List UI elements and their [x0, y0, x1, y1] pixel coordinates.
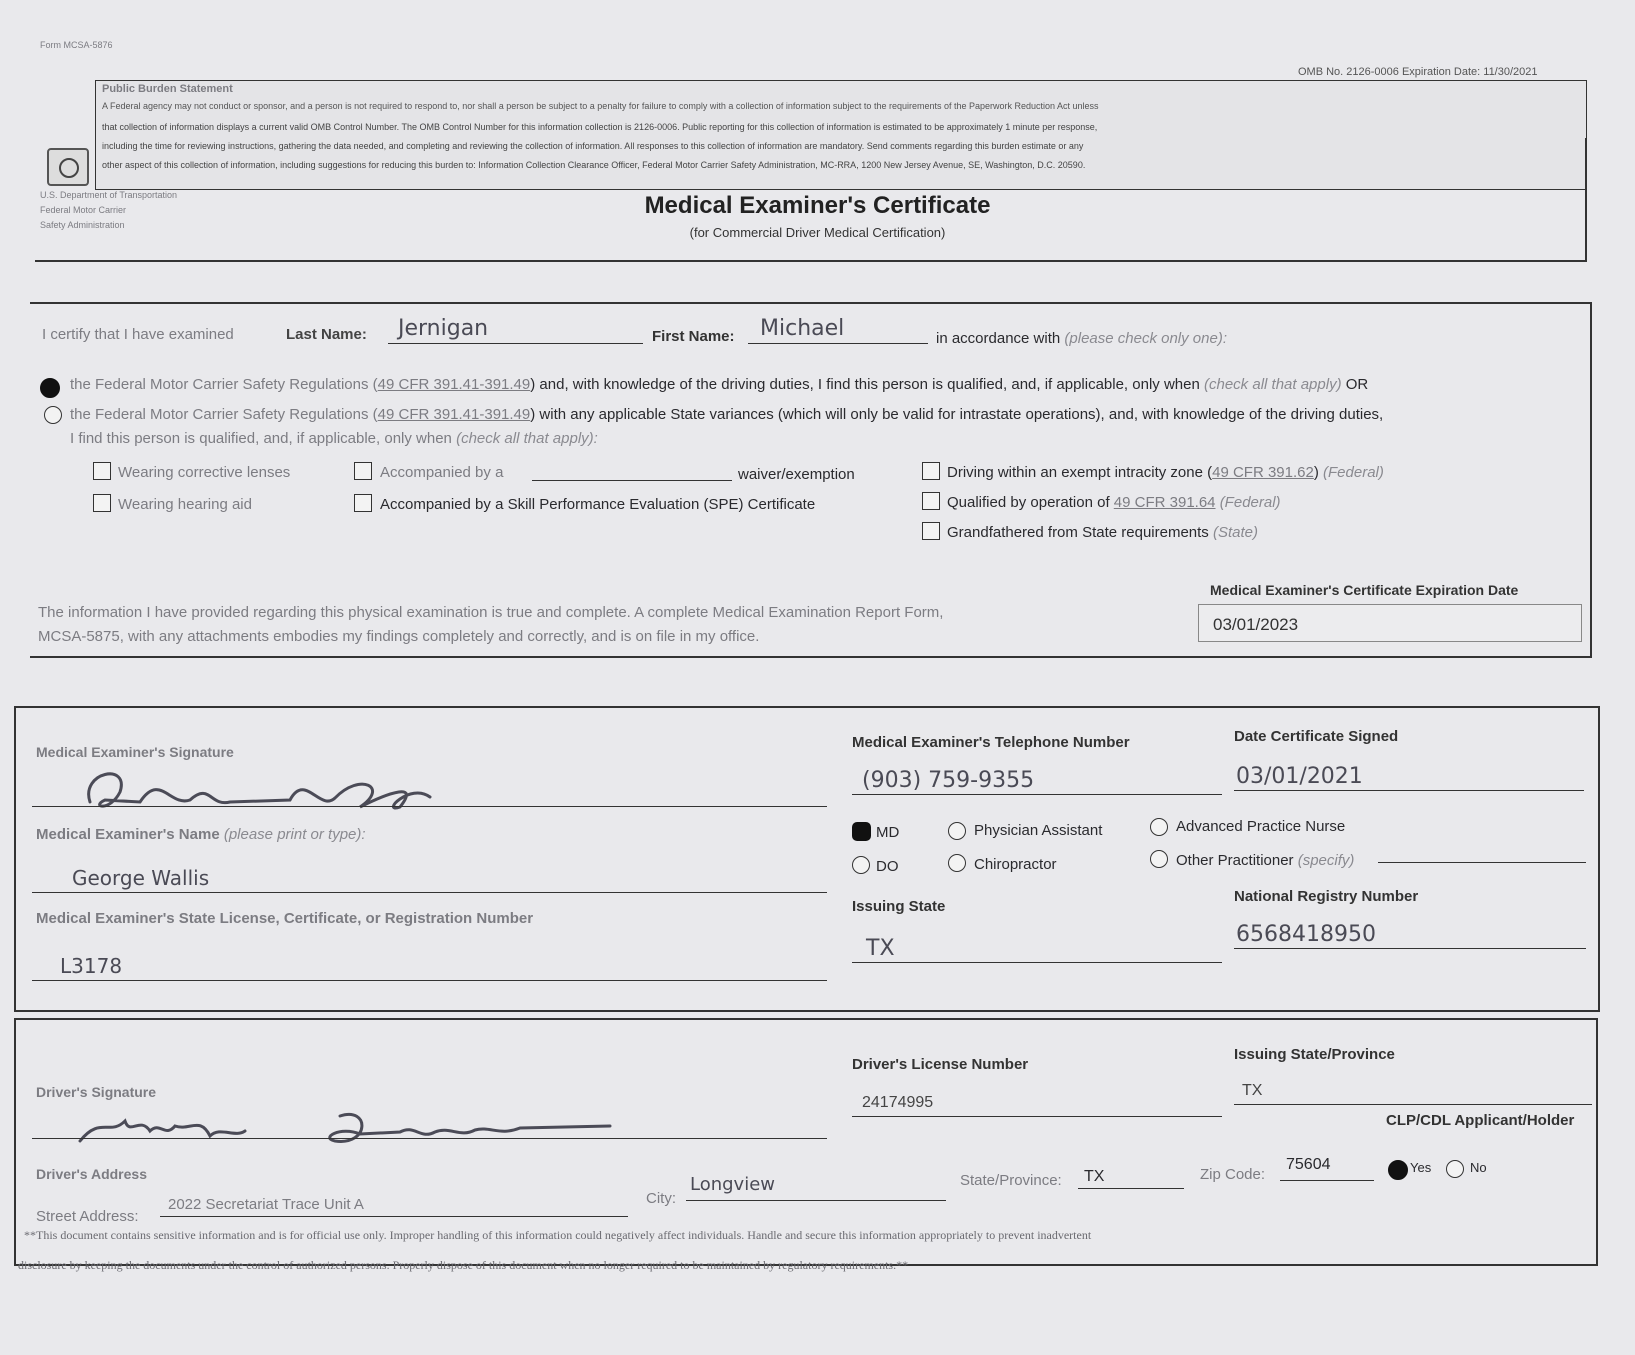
other-practitioner-text: Other Practitioner	[1176, 852, 1294, 869]
driver-license-value[interactable]: 24174995	[862, 1094, 934, 1111]
issuing-state-underline	[852, 962, 1222, 963]
date-signed-underline	[1234, 790, 1584, 791]
accompanied-waiver-checkbox[interactable]	[354, 462, 372, 480]
registry-label: National Registry Number	[1234, 888, 1419, 905]
option-state-text-line2	[70, 430, 598, 447]
driver-license-underline	[852, 1116, 1222, 1117]
accordance-hint: (please check only one):	[1064, 330, 1227, 347]
operation-cfr: 49 CFR 391.64	[1113, 494, 1216, 511]
other-practitioner-radio[interactable]	[1150, 850, 1168, 868]
burden-line: that collection of information displays a current valid OMB Control Number. The OMB Control Number for this information collection is 2126-0006. Public reporting for this collection of information is estimated to be approximately 1 minute per response,	[102, 122, 1098, 132]
grandfathered-checkbox[interactable]	[922, 522, 940, 540]
option1-post: ) and, with knowledge of the driving duties, I find this person is qualified, and, if applicable, only when	[530, 376, 1200, 393]
burden-line: including the time for reviewing instructions, gathering the data needed, and completing and reviewing the collection of information. All responses to this collection of information are mandatory. Send comments regarding this burden estimate or any	[102, 141, 1084, 151]
waiver-underline[interactable]	[532, 480, 732, 481]
hearing-aid-label: Wearing hearing aid	[118, 496, 252, 513]
issuing-state-value[interactable]: TX	[866, 936, 895, 961]
option1-hint: (check all that apply)	[1204, 376, 1342, 393]
examiner-phone-value[interactable]: (903) 759-9355	[862, 768, 1035, 793]
examiner-name-underline	[32, 892, 827, 893]
agency-line: Federal Motor Carrier	[40, 205, 127, 215]
agency-line: Safety Administration	[40, 220, 125, 230]
clp-no-label: No	[1470, 1160, 1487, 1175]
intracity-hint: (Federal)	[1323, 464, 1384, 481]
city-label: City:	[646, 1190, 676, 1207]
clp-yes-label: Yes	[1410, 1160, 1432, 1175]
driver-state-label: Issuing State/Province	[1234, 1046, 1395, 1063]
physician-assistant-radio[interactable]	[948, 822, 966, 840]
intracity-zone-checkbox[interactable]	[922, 462, 940, 480]
city-value[interactable]: Longview	[690, 1174, 776, 1195]
driver-signature-line	[32, 1138, 827, 1139]
street-value[interactable]: 2022 Secretariat Trace Unit A	[168, 1196, 364, 1213]
state-prov-underline	[1078, 1188, 1184, 1189]
expiration-label: Medical Examiner's Certificate Expiration Date	[1210, 582, 1519, 598]
driver-license-label: Driver's License Number	[852, 1056, 1029, 1073]
driver-address-label: Driver's Address	[36, 1166, 147, 1182]
option-federal-text	[70, 376, 1368, 393]
do-label: DO	[876, 858, 899, 875]
regulations-state-radio[interactable]	[44, 406, 62, 424]
state-prov-value[interactable]: TX	[1084, 1168, 1105, 1185]
phone-underline	[852, 794, 1222, 795]
state-prov-label: State/Province:	[960, 1172, 1062, 1189]
grandfathered-text: Grandfathered from State requirements	[947, 524, 1209, 541]
option1-cfr: 49 CFR 391.41-391.49	[377, 376, 531, 393]
driver-signature[interactable]	[70, 1096, 630, 1156]
zip-underline	[1280, 1180, 1374, 1181]
regulations-federal-radio[interactable]	[40, 378, 60, 398]
first-name-underline	[748, 343, 928, 344]
registry-value[interactable]: 6568418950	[1236, 922, 1376, 947]
examiner-name-hint: (please print or type):	[223, 826, 366, 843]
clp-no-radio[interactable]	[1446, 1160, 1464, 1178]
corrective-lenses-label: Wearing corrective lenses	[118, 464, 291, 481]
accompanied-label: Accompanied by a	[380, 464, 504, 481]
examiner-name-value[interactable]: George Wallis	[72, 866, 210, 890]
last-name-underline	[388, 343, 643, 344]
expiration-date-value: 03/01/2023	[1213, 615, 1299, 634]
expiration-date-field[interactable]	[1198, 604, 1582, 642]
driver-state-underline	[1234, 1104, 1592, 1105]
omb-number: OMB No. 2126-0006 Expiration Date: 11/30/2021	[1298, 66, 1538, 78]
option2-pre: the Federal Motor Carrier Safety Regulations (	[70, 406, 378, 423]
last-name-label: Last Name:	[286, 326, 367, 343]
clp-cdl-label: CLP/CDL Applicant/Holder	[1386, 1112, 1575, 1129]
examiner-signature-label: Medical Examiner's Signature	[36, 744, 234, 760]
license-value[interactable]: L3178	[60, 954, 123, 978]
intracity-label	[947, 464, 1384, 481]
do-radio[interactable]	[852, 856, 870, 874]
option2-post: ) with any applicable State variances (which will only be valid for intrastate operations), and, with knowledge of the driving duties,	[530, 406, 1384, 423]
examiner-signature[interactable]	[60, 752, 480, 822]
zip-value[interactable]: 75604	[1286, 1156, 1331, 1173]
operation-hint: (Federal)	[1219, 494, 1281, 511]
accordance-text	[936, 330, 1227, 347]
burden-line: A Federal agency may not conduct or sponsor, and a person is not required to respond to, nor shall a person be subject to a penalty for failure to comply with a collection of information subject to the requirements of the Paperwork Reduction Act unless	[102, 101, 1099, 111]
operation-391-64-checkbox[interactable]	[922, 492, 940, 510]
date-signed-label: Date Certificate Signed	[1234, 728, 1399, 745]
examiner-name-label	[36, 826, 366, 843]
operation-label	[947, 494, 1281, 511]
last-name-value[interactable]: Jernigan	[398, 316, 489, 341]
advanced-practice-nurse-radio[interactable]	[1150, 818, 1168, 836]
option2-line2: I find this person is qualified, and, if applicable, only when	[70, 430, 452, 447]
md-label: MD	[876, 824, 900, 841]
burden-line: other aspect of this collection of information, including suggestions for reducing this burden to: Information Collection Clearance Officer, Federal Motor Carrier Safety Administration, MC-RRA, 1200 New Jersey Avenue, SE, Washington, D.C. 20590.	[102, 160, 1086, 170]
examiner-phone-label: Medical Examiner's Telephone Number	[852, 734, 1130, 751]
corrective-lenses-checkbox[interactable]	[93, 462, 111, 480]
registry-underline	[1234, 948, 1586, 949]
physician-assistant-label: Physician Assistant	[974, 822, 1103, 839]
examiner-name-label-text: Medical Examiner's Name	[36, 826, 220, 843]
intracity-post: )	[1313, 464, 1319, 481]
intracity-cfr: 49 CFR 391.62	[1212, 464, 1314, 481]
other-practitioner-label	[1176, 852, 1354, 869]
chiropractor-label: Chiropractor	[974, 856, 1057, 873]
option2-hint: (check all that apply):	[456, 430, 598, 447]
city-underline	[686, 1200, 946, 1201]
other-practitioner-underline[interactable]	[1378, 862, 1586, 863]
statement-line1: The information I have provided regarding this physical examination is true and complete. A complete Medical Examination Report Form,	[38, 604, 944, 621]
footer-notice-line1: **This document contains sensitive information and is for official use only. Improper handling of this information could negatively affect individuals. Handle and secure this information appropriately to prevent inadvertent	[24, 1228, 1092, 1242]
driver-state-value[interactable]: TX	[1242, 1082, 1263, 1099]
spe-checkbox[interactable]	[354, 494, 372, 512]
option1-or: OR	[1345, 376, 1369, 393]
advanced-practice-nurse-label: Advanced Practice Nurse	[1176, 818, 1346, 835]
street-underline	[160, 1216, 628, 1217]
waiver-label: waiver/exemption	[738, 466, 855, 483]
hearing-aid-checkbox[interactable]	[93, 494, 111, 512]
dot-logo	[47, 148, 89, 186]
examiner-signature-line	[32, 806, 827, 807]
form-subtitle: (for Commercial Driver Medical Certification)	[689, 225, 946, 240]
form-number: Form MCSA-5876	[40, 40, 113, 50]
cert-intro: I certify that I have examined	[42, 326, 234, 343]
clp-yes-radio[interactable]	[1388, 1160, 1408, 1180]
eagle-icon	[59, 158, 79, 178]
option1-pre: the Federal Motor Carrier Safety Regulations (	[70, 376, 378, 393]
street-label: Street Address:	[36, 1208, 139, 1225]
chiropractor-radio[interactable]	[948, 854, 966, 872]
issuing-state-label: Issuing State	[852, 898, 946, 915]
footer-notice-line2: disclosure by keeping the documents under the control of authorized persons. Properly dispose of this document when no longer required to be maintained by regulatory requirements.**	[18, 1258, 909, 1272]
form-title: Medical Examiner's Certificate	[644, 192, 991, 219]
spe-label: Accompanied by a Skill Performance Evaluation (SPE) Certificate	[380, 496, 816, 513]
grandfathered-hint: (State)	[1212, 524, 1258, 541]
other-practitioner-hint: (specify)	[1297, 852, 1355, 869]
grandfathered-label	[947, 524, 1258, 541]
driver-signature-label: Driver's Signature	[36, 1084, 157, 1100]
license-underline	[32, 980, 827, 981]
operation-pre: Qualified by operation of	[947, 494, 1110, 511]
first-name-label: First Name:	[652, 328, 735, 345]
zip-label: Zip Code:	[1200, 1166, 1266, 1183]
agency-line: U.S. Department of Transportation	[40, 190, 178, 200]
burden-title: Public Burden Statement	[102, 83, 233, 95]
option-state-text	[70, 406, 1383, 423]
statement-line2: MCSA-5875, with any attachments embodies my findings completely and correctly, and is on file in my office.	[38, 628, 760, 645]
option2-cfr: 49 CFR 391.41-391.49	[377, 406, 531, 423]
intracity-pre: Driving within an exempt intracity zone (	[947, 464, 1213, 481]
license-label: Medical Examiner's State License, Certificate, or Registration Number	[36, 910, 534, 927]
date-signed-value[interactable]: 03/01/2021	[1236, 764, 1363, 789]
md-radio[interactable]	[852, 822, 871, 841]
first-name-value[interactable]: Michael	[760, 316, 845, 341]
accordance-label: in accordance with	[936, 330, 1061, 347]
